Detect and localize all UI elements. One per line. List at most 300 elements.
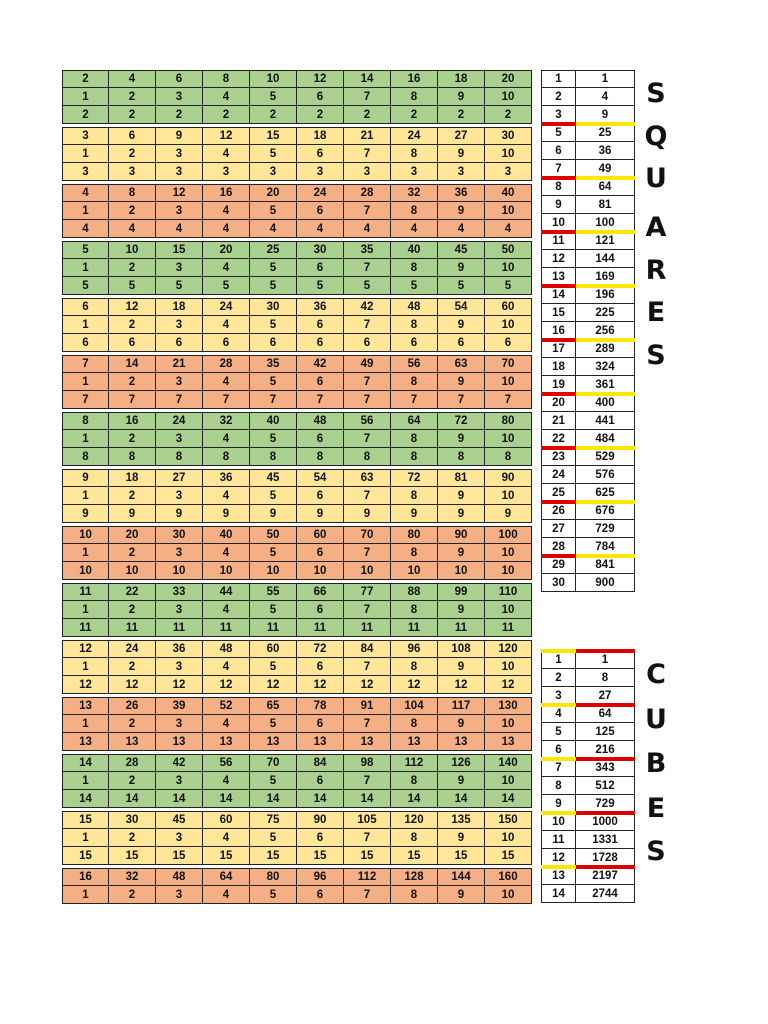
table-cell: 35: [250, 355, 297, 373]
table-cell: 8: [62, 412, 109, 430]
power-cell: 25: [576, 124, 635, 142]
number-cell: 6: [541, 741, 576, 759]
table-cell: 5: [250, 145, 297, 163]
table-row: [541, 705, 635, 723]
table-cell: 11: [109, 619, 156, 637]
table-row: [541, 466, 635, 484]
table-cell: 3: [297, 163, 344, 181]
table-cell: 45: [250, 469, 297, 487]
table-cell: 21: [156, 355, 203, 373]
table-row: [62, 106, 532, 124]
table-cell: 6: [297, 601, 344, 619]
table-cell: 12: [344, 676, 391, 694]
table-cell: 4: [203, 715, 250, 733]
table-row: [62, 697, 532, 715]
number-cell: 6: [541, 142, 576, 160]
power-cell: 125: [576, 723, 635, 741]
table-cell: 60: [297, 526, 344, 544]
table-cell: 3: [156, 202, 203, 220]
number-cell: 3: [541, 106, 576, 124]
table-cell: 32: [391, 184, 438, 202]
table-cell: 3: [156, 601, 203, 619]
table-cell: 45: [156, 811, 203, 829]
table-cell: 3: [156, 430, 203, 448]
multiplication-block: [62, 697, 532, 751]
table-cell: 4: [109, 70, 156, 88]
table-cell: 4: [203, 886, 250, 904]
table-cell: 2: [344, 106, 391, 124]
table-cell: 10: [485, 886, 532, 904]
power-cell: 529: [576, 448, 635, 466]
table-cell: 10: [62, 562, 109, 580]
table-cell: 11: [391, 619, 438, 637]
table-cell: 16: [62, 868, 109, 886]
power-cell: 1331: [576, 831, 635, 849]
table-cell: 9: [344, 505, 391, 523]
table-cell: 6: [297, 658, 344, 676]
table-cell: 4: [203, 658, 250, 676]
table-cell: 9: [485, 505, 532, 523]
table-cell: 90: [438, 526, 485, 544]
table-cell: 104: [391, 697, 438, 715]
table-cell: 5: [250, 316, 297, 334]
table-cell: 84: [344, 640, 391, 658]
table-cell: 3: [203, 163, 250, 181]
table-cell: 15: [156, 241, 203, 259]
table-cell: 13: [203, 733, 250, 751]
separator-mark: [541, 284, 576, 288]
table-cell: 64: [203, 868, 250, 886]
table-row: [62, 127, 532, 145]
table-cell: 33: [156, 583, 203, 601]
table-cell: 160: [485, 868, 532, 886]
table-row: [541, 502, 635, 520]
table-cell: 2: [109, 658, 156, 676]
number-cell: 5: [541, 124, 576, 142]
table-cell: 2: [109, 715, 156, 733]
table-cell: 14: [203, 790, 250, 808]
table-cell: 14: [485, 790, 532, 808]
table-cell: 14: [391, 790, 438, 808]
table-cell: 20: [485, 70, 532, 88]
separator-mark: [541, 122, 576, 126]
table-cell: 3: [438, 163, 485, 181]
table-cell: 9: [62, 505, 109, 523]
table-cell: 3: [344, 163, 391, 181]
power-cell: 343: [576, 759, 635, 777]
power-cell: 27: [576, 687, 635, 705]
table-cell: 4: [203, 772, 250, 790]
table-cell: 12: [156, 676, 203, 694]
table-cell: 2: [250, 106, 297, 124]
table-row: [62, 772, 532, 790]
table-cell: 10: [485, 658, 532, 676]
separator-mark: [576, 649, 635, 653]
table-cell: 14: [297, 790, 344, 808]
table-row: [541, 556, 635, 574]
number-cell: 9: [541, 196, 576, 214]
table-cell: 40: [485, 184, 532, 202]
table-cell: 9: [438, 829, 485, 847]
table-cell: 6: [297, 145, 344, 163]
table-cell: 1: [62, 601, 109, 619]
table-cell: 4: [109, 220, 156, 238]
table-cell: 8: [109, 184, 156, 202]
table-cell: 63: [344, 469, 391, 487]
table-cell: 15: [344, 847, 391, 865]
table-cell: 5: [250, 202, 297, 220]
number-cell: 2: [541, 669, 576, 687]
table-cell: 24: [391, 127, 438, 145]
table-cell: 36: [297, 298, 344, 316]
table-cell: 50: [485, 241, 532, 259]
table-cell: 14: [109, 355, 156, 373]
table-cell: 1: [62, 544, 109, 562]
table-cell: 10: [109, 562, 156, 580]
table-cell: 13: [156, 733, 203, 751]
number-cell: 23: [541, 448, 576, 466]
table-cell: 4: [391, 220, 438, 238]
number-cell: 25: [541, 484, 576, 502]
table-row: [62, 583, 532, 601]
table-row: [62, 373, 532, 391]
power-cell: 1000: [576, 813, 635, 831]
table-cell: 5: [62, 277, 109, 295]
table-row: [62, 88, 532, 106]
power-cell: 841: [576, 556, 635, 574]
table-cell: 60: [203, 811, 250, 829]
squares-letter: Q: [644, 121, 668, 152]
table-cell: 18: [156, 298, 203, 316]
separator-mark: [576, 284, 635, 288]
table-cell: 6: [297, 886, 344, 904]
table-row: [62, 163, 532, 181]
table-cell: 16: [203, 184, 250, 202]
table-cell: 11: [438, 619, 485, 637]
table-cell: 4: [203, 487, 250, 505]
table-cell: 6: [62, 334, 109, 352]
power-cell: 216: [576, 741, 635, 759]
table-cell: 7: [62, 355, 109, 373]
table-cell: 15: [391, 847, 438, 865]
table-cell: 7: [344, 487, 391, 505]
table-cell: 135: [438, 811, 485, 829]
table-row: [62, 676, 532, 694]
table-row: [62, 184, 532, 202]
table-cell: 27: [156, 469, 203, 487]
multiplication-block: [62, 184, 532, 238]
table-cell: 2: [297, 106, 344, 124]
table-cell: 15: [109, 847, 156, 865]
table-cell: 2: [109, 259, 156, 277]
separator-mark: [576, 500, 635, 504]
power-cell: 2744: [576, 885, 635, 903]
table-cell: 2: [109, 601, 156, 619]
table-cell: 7: [344, 544, 391, 562]
table-cell: 6: [109, 334, 156, 352]
table-cell: 15: [203, 847, 250, 865]
separator-mark: [576, 338, 635, 342]
power-cell: 1: [576, 70, 635, 88]
table-cell: 1: [62, 259, 109, 277]
table-cell: 99: [438, 583, 485, 601]
table-cell: 2: [109, 202, 156, 220]
table-cell: 5: [438, 277, 485, 295]
table-cell: 3: [156, 886, 203, 904]
table-cell: 2: [438, 106, 485, 124]
table-cell: 1: [62, 430, 109, 448]
table-cell: 24: [297, 184, 344, 202]
separator-mark: [541, 757, 576, 761]
table-cell: 40: [250, 412, 297, 430]
table-cell: 32: [109, 868, 156, 886]
table-cell: 8: [109, 448, 156, 466]
table-cell: 120: [391, 811, 438, 829]
table-row: [62, 640, 532, 658]
power-cell: 576: [576, 466, 635, 484]
table-cell: 9: [203, 505, 250, 523]
table-cell: 28: [344, 184, 391, 202]
power-cell: 256: [576, 322, 635, 340]
number-cell: 17: [541, 340, 576, 358]
table-cell: 3: [156, 316, 203, 334]
table-cell: 150: [485, 811, 532, 829]
table-cell: 52: [203, 697, 250, 715]
table-cell: 144: [438, 868, 485, 886]
squares-letter: U: [645, 163, 667, 194]
table-cell: 14: [344, 70, 391, 88]
cubes-letter: C: [646, 659, 666, 690]
table-cell: 12: [391, 676, 438, 694]
table-cell: 9: [297, 505, 344, 523]
table-cell: 11: [156, 619, 203, 637]
table-cell: 5: [297, 277, 344, 295]
table-row: [541, 340, 635, 358]
power-cell: 729: [576, 795, 635, 813]
separator-mark: [541, 703, 576, 707]
table-cell: 15: [62, 847, 109, 865]
table-cell: 3: [156, 658, 203, 676]
table-cell: 5: [344, 277, 391, 295]
table-cell: 7: [344, 601, 391, 619]
table-cell: 7: [344, 316, 391, 334]
table-cell: 35: [344, 241, 391, 259]
table-cell: 12: [203, 676, 250, 694]
power-cell: 64: [576, 178, 635, 196]
separator-mark: [541, 230, 576, 234]
table-row: [62, 430, 532, 448]
number-cell: 1: [541, 70, 576, 88]
table-cell: 7: [344, 391, 391, 409]
multiplication-block: [62, 811, 532, 865]
power-cell: 729: [576, 520, 635, 538]
table-cell: 10: [485, 601, 532, 619]
table-row: [541, 520, 635, 538]
table-cell: 8: [203, 448, 250, 466]
table-cell: 9: [438, 601, 485, 619]
table-row: [62, 487, 532, 505]
table-cell: 96: [297, 868, 344, 886]
table-cell: 2: [62, 70, 109, 88]
table-cell: 8: [391, 202, 438, 220]
table-row: [541, 178, 635, 196]
table-row: [541, 304, 635, 322]
table-cell: 30: [156, 526, 203, 544]
number-cell: 2: [541, 88, 576, 106]
table-cell: 11: [297, 619, 344, 637]
table-cell: 56: [344, 412, 391, 430]
table-cell: 48: [203, 640, 250, 658]
table-row: [541, 669, 635, 687]
table-cell: 3: [156, 259, 203, 277]
table-cell: 6: [485, 334, 532, 352]
table-cell: 4: [62, 184, 109, 202]
table-cell: 12: [297, 676, 344, 694]
table-cell: 90: [485, 469, 532, 487]
separator-mark: [541, 392, 576, 396]
table-cell: 8: [391, 88, 438, 106]
table-cell: 15: [250, 127, 297, 145]
table-cell: 9: [250, 505, 297, 523]
number-cell: 14: [541, 885, 576, 903]
table-cell: 6: [156, 334, 203, 352]
table-cell: 9: [438, 487, 485, 505]
power-cell: 4: [576, 88, 635, 106]
table-cell: 4: [203, 145, 250, 163]
table-cell: 12: [109, 298, 156, 316]
table-cell: 12: [203, 127, 250, 145]
table-cell: 27: [438, 127, 485, 145]
number-cell: 11: [541, 831, 576, 849]
table-cell: 10: [485, 829, 532, 847]
separator-mark: [541, 865, 576, 869]
table-cell: 5: [203, 277, 250, 295]
table-cell: 9: [156, 505, 203, 523]
multiplication-block: [62, 241, 532, 295]
table-cell: 55: [250, 583, 297, 601]
table-cell: 9: [438, 772, 485, 790]
table-cell: 30: [297, 241, 344, 259]
table-cell: 3: [156, 544, 203, 562]
power-cell: 400: [576, 394, 635, 412]
table-cell: 6: [391, 334, 438, 352]
table-cell: 4: [438, 220, 485, 238]
table-cell: 4: [203, 373, 250, 391]
multiplication-block: [62, 868, 532, 904]
table-row: [62, 601, 532, 619]
table-cell: 11: [62, 583, 109, 601]
table-cell: 12: [156, 184, 203, 202]
table-cell: 4: [250, 220, 297, 238]
number-cell: 8: [541, 178, 576, 196]
table-row: [62, 505, 532, 523]
table-cell: 108: [438, 640, 485, 658]
table-cell: 64: [391, 412, 438, 430]
table-cell: 10: [485, 88, 532, 106]
table-cell: 10: [485, 202, 532, 220]
table-cell: 7: [344, 259, 391, 277]
table-cell: 4: [203, 316, 250, 334]
number-cell: 3: [541, 687, 576, 705]
table-cell: 44: [203, 583, 250, 601]
number-cell: 16: [541, 322, 576, 340]
table-cell: 22: [109, 583, 156, 601]
table-cell: 6: [297, 487, 344, 505]
separator-mark: [541, 338, 576, 342]
table-cell: 3: [156, 487, 203, 505]
table-cell: 8: [62, 448, 109, 466]
table-cell: 4: [203, 430, 250, 448]
table-cell: 56: [391, 355, 438, 373]
table-cell: 48: [156, 868, 203, 886]
table-cell: 26: [109, 697, 156, 715]
table-cell: 3: [485, 163, 532, 181]
table-cell: 4: [203, 544, 250, 562]
table-cell: 1: [62, 772, 109, 790]
squares-letter: S: [646, 340, 666, 371]
table-cell: 60: [485, 298, 532, 316]
table-cell: 2: [109, 772, 156, 790]
number-cell: 9: [541, 795, 576, 813]
table-cell: 126: [438, 754, 485, 772]
number-cell: 1: [541, 651, 576, 669]
table-cell: 8: [391, 658, 438, 676]
number-cell: 18: [541, 358, 576, 376]
table-cell: 4: [203, 259, 250, 277]
power-cell: 64: [576, 705, 635, 723]
table-cell: 13: [438, 733, 485, 751]
table-cell: 2: [109, 886, 156, 904]
table-row: [541, 124, 635, 142]
table-cell: 24: [109, 640, 156, 658]
table-cell: 90: [297, 811, 344, 829]
number-cell: 14: [541, 286, 576, 304]
multiplication-block: [62, 70, 532, 124]
separator-mark: [576, 865, 635, 869]
table-row: [62, 316, 532, 334]
table-cell: 1: [62, 145, 109, 163]
table-row: [62, 277, 532, 295]
table-cell: 1: [62, 88, 109, 106]
table-cell: 70: [250, 754, 297, 772]
table-cell: 6: [297, 829, 344, 847]
table-cell: 3: [250, 163, 297, 181]
table-cell: 8: [203, 70, 250, 88]
table-cell: 6: [297, 259, 344, 277]
table-cell: 11: [250, 619, 297, 637]
number-cell: 30: [541, 574, 576, 592]
table-cell: 14: [250, 790, 297, 808]
power-cell: 225: [576, 304, 635, 322]
table-cell: 13: [391, 733, 438, 751]
table-cell: 2: [109, 829, 156, 847]
table-cell: 7: [438, 391, 485, 409]
table-cell: 13: [344, 733, 391, 751]
multiplication-block: [62, 469, 532, 523]
table-row: [62, 391, 532, 409]
power-cell: 2197: [576, 867, 635, 885]
table-row: [541, 250, 635, 268]
table-cell: 6: [297, 316, 344, 334]
table-cell: 1: [62, 829, 109, 847]
number-cell: 21: [541, 412, 576, 430]
table-cell: 9: [438, 544, 485, 562]
table-cell: 13: [485, 733, 532, 751]
number-cell: 28: [541, 538, 576, 556]
table-cell: 30: [250, 298, 297, 316]
table-row: [541, 358, 635, 376]
table-cell: 80: [250, 868, 297, 886]
